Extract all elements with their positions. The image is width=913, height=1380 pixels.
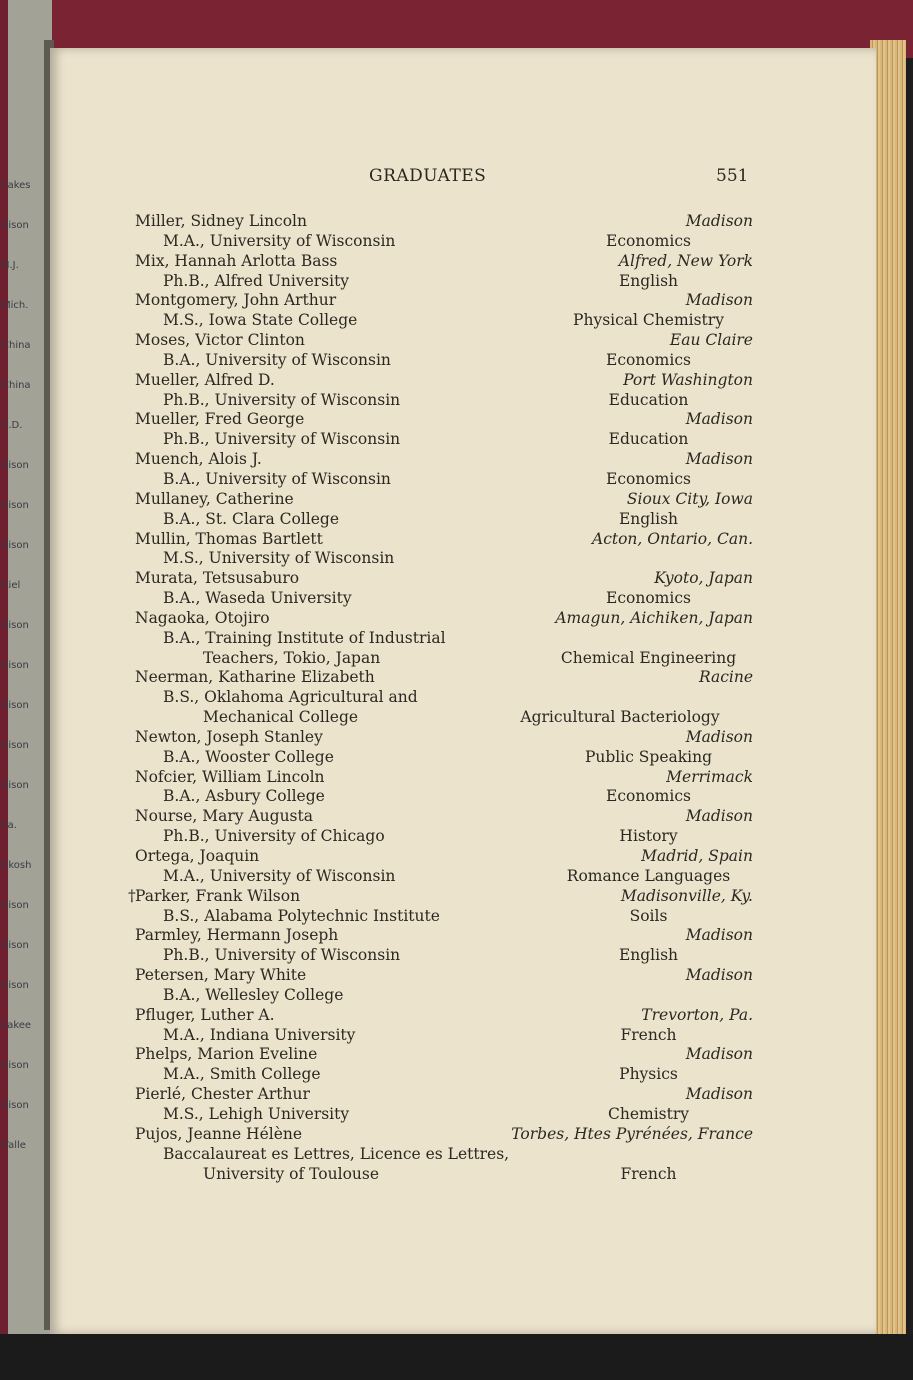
graduate-name: Nagaoka, Otojiro	[135, 608, 270, 627]
page-number: 551	[716, 166, 749, 186]
margin-fragment: dison	[2, 700, 29, 711]
entry-name-line	[0, 887, 913, 907]
graduate-degree: B.S., Alabama Polytechnic Institute	[163, 906, 440, 925]
margin-fragment: S.D.	[2, 420, 23, 431]
graduates-list	[0, 212, 913, 1184]
graduate-town: Madison	[685, 1085, 753, 1104]
graduate-town: Racine	[698, 668, 753, 687]
graduate-name: Newton, Joseph Stanley	[135, 727, 323, 746]
entry-name-line	[0, 490, 913, 510]
graduate-degree: B.A., Wooster College	[163, 747, 334, 766]
margin-fragment: hkosh	[2, 860, 32, 871]
graduate-degree: Ph.B., University of Wisconsin	[163, 390, 401, 409]
margin-fragment: Valle	[2, 1140, 26, 1151]
entry-degree-line	[0, 549, 913, 569]
margin-fragment: Pa.	[2, 820, 17, 831]
graduate-department: Soils	[629, 906, 668, 925]
entry-degree-line	[0, 1065, 913, 1085]
graduate-town: Sioux City, Iowa	[626, 489, 753, 508]
entry-degree-line	[0, 748, 913, 768]
graduate-department: Economics	[606, 589, 691, 608]
graduate-department: French	[620, 1164, 677, 1183]
entry-name-line	[0, 1006, 913, 1026]
graduate-name: Parmley, Hermann Joseph	[135, 926, 339, 945]
entry-name-line	[0, 1045, 913, 1065]
graduate-name: Mullin, Thomas Bartlett	[135, 529, 323, 548]
graduate-name: Pierlé, Chester Arthur	[135, 1085, 310, 1104]
entry-name-line	[0, 530, 913, 550]
graduate-town: Madison	[685, 926, 753, 945]
graduate-department: Education	[608, 430, 689, 449]
entry-degree-line	[0, 1105, 913, 1125]
scan-bottom-shadow	[0, 1334, 913, 1380]
graduate-town: Madison	[685, 450, 753, 469]
entry-name-line	[0, 291, 913, 311]
graduate-name: Neerman, Katharine Elizabeth	[135, 668, 375, 687]
margin-fragment: Mich.	[2, 300, 29, 311]
margin-fragment: dison	[2, 780, 29, 791]
graduate-name: Petersen, Mary White	[135, 966, 307, 985]
entry-name-line	[0, 1125, 913, 1145]
margin-fragment: sakee	[2, 1020, 32, 1031]
entry-name-line	[0, 410, 913, 430]
graduate-town: Acton, Ontario, Can.	[592, 529, 753, 548]
graduate-name: Mueller, Fred George	[135, 410, 305, 429]
graduate-department: Romance Languages	[566, 866, 731, 885]
entry-degree-line	[0, 867, 913, 887]
entry-name-line	[0, 926, 913, 946]
graduate-degree: B.A., Waseda University	[163, 589, 352, 608]
graduate-name: Muench, Alois J.	[135, 450, 262, 469]
graduate-degree: Ph.B., University of Wisconsin	[163, 946, 401, 965]
entry-degree-line	[0, 391, 913, 411]
entry-degree-line	[0, 589, 913, 609]
graduate-department: Physics	[619, 1065, 678, 1084]
entry-name-line	[0, 668, 913, 688]
graduate-degree: M.A., Indiana University	[163, 1025, 356, 1044]
graduate-degree: M.S., Iowa State College	[163, 311, 358, 330]
margin-fragment: China	[2, 380, 31, 391]
margin-fragment: dison	[2, 900, 29, 911]
margin-fragment: dison	[2, 940, 29, 951]
graduate-name: Moses, Victor Clinton	[135, 331, 305, 350]
entry-name-line	[0, 807, 913, 827]
margin-fragment: dison	[2, 220, 29, 231]
entry-degree-line	[0, 986, 913, 1006]
graduate-name: Ortega, Joaquin	[135, 847, 260, 865]
graduate-degree: B.A., St. Clara College	[163, 509, 340, 528]
graduate-department: Economics	[606, 350, 691, 369]
entry-degree-line	[0, 907, 913, 927]
graduate-degree: M.A., University of Wisconsin	[163, 866, 396, 885]
graduate-degree: B.A., Wellesley College	[163, 985, 344, 1004]
entry-name-line	[0, 768, 913, 788]
entry-name-line	[0, 966, 913, 986]
graduate-town: Madison	[685, 807, 753, 826]
graduate-name: Mix, Hannah Arlotta Bass	[135, 251, 338, 270]
graduate-name: Phelps, Marion Eveline	[135, 1045, 318, 1064]
entry-degree-line	[0, 946, 913, 966]
graduate-degree: Ph.B., Alfred University	[163, 271, 350, 290]
graduate-town: Alfred, New York	[618, 251, 753, 270]
entry-degree-line	[0, 272, 913, 292]
graduate-name: Mullaney, Catherine	[135, 489, 294, 508]
graduate-department: English	[618, 946, 679, 965]
entry-degree-line	[0, 351, 913, 371]
entry-degree-continuation	[0, 649, 913, 669]
graduate-degree: Baccalaureat es Lettres, Licence es Lettres,	[163, 1144, 510, 1163]
graduate-degree-continued: University of Toulouse	[203, 1164, 380, 1183]
graduate-department: Chemistry	[607, 1104, 690, 1123]
margin-fragment: dison	[2, 660, 29, 671]
graduate-name: Montgomery, John Arthur	[135, 291, 337, 310]
graduate-degree: B.A., University of Wisconsin	[163, 469, 391, 488]
running-header	[0, 166, 913, 188]
graduate-name: Mueller, Alfred D.	[135, 370, 275, 389]
graduate-town: Merrimack	[666, 767, 753, 786]
entry-degree-line	[0, 787, 913, 807]
graduate-degree: M.S., Lehigh University	[163, 1104, 350, 1123]
entry-degree-line	[0, 232, 913, 252]
margin-fragment: Lakes	[2, 180, 31, 191]
margin-fragment: dison	[2, 500, 29, 511]
graduate-degree: B.A., University of Wisconsin	[163, 350, 391, 369]
margin-fragment: dison	[2, 980, 29, 991]
margin-fragment: dison	[2, 540, 29, 551]
graduate-town: Trevorton, Pa.	[641, 1005, 753, 1024]
margin-fragment: China	[2, 340, 31, 351]
graduate-name: Pujos, Jeanne Hélène	[135, 1124, 303, 1143]
graduate-department: Chemical Engineering	[560, 648, 737, 667]
graduate-department: French	[620, 1025, 677, 1044]
graduate-name: Miller, Sidney Lincoln	[135, 212, 307, 230]
graduate-town: Amagun, Aichiken, Japan	[555, 608, 753, 627]
entry-degree-line	[0, 688, 913, 708]
graduate-name: Nofcier, William Lincoln	[135, 767, 325, 786]
entry-name-line	[0, 609, 913, 629]
entry-name-line	[0, 847, 913, 867]
graduate-department: Economics	[606, 231, 691, 250]
graduate-department: English	[618, 271, 679, 290]
graduate-degree-continued: Mechanical College	[203, 708, 359, 727]
graduate-degree: Ph.B., University of Chicago	[163, 827, 385, 846]
margin-fragment: dison	[2, 1060, 29, 1071]
graduate-degree-continued: Teachers, Tokio, Japan	[203, 648, 381, 667]
entry-degree-line	[0, 827, 913, 847]
graduate-town: Madison	[685, 727, 753, 746]
graduate-degree: Ph.B., University of Wisconsin	[163, 430, 401, 449]
page-title: GRADUATES	[369, 166, 487, 186]
graduate-department: Physical Chemistry	[573, 311, 724, 330]
graduate-degree: B.A., Training Institute of Industrial	[163, 628, 446, 647]
graduate-department: Economics	[606, 469, 691, 488]
entry-name-line	[0, 728, 913, 748]
graduate-degree: M.A., University of Wisconsin	[163, 231, 396, 250]
graduate-town: Eau Claire	[669, 331, 753, 350]
entry-degree-continuation	[0, 708, 913, 728]
entry-degree-line	[0, 1026, 913, 1046]
graduate-degree: B.S., Oklahoma Agricultural and	[163, 688, 418, 707]
graduate-town: Madison	[685, 291, 753, 310]
entry-degree-line	[0, 510, 913, 530]
entry-degree-line	[0, 629, 913, 649]
dagger-mark: †	[128, 886, 136, 905]
graduate-department: English	[618, 509, 679, 528]
margin-fragment: dison	[2, 1100, 29, 1111]
graduate-degree: B.A., Asbury College	[163, 787, 325, 806]
margin-fragment: dison	[2, 460, 29, 471]
entry-degree-line	[0, 311, 913, 331]
margin-fragment: N.J.	[2, 260, 19, 271]
graduate-name: Pfluger, Luther A.	[135, 1005, 275, 1024]
entry-degree-line	[0, 470, 913, 490]
graduate-town: Madison	[685, 1045, 753, 1064]
graduate-department: Public Speaking	[584, 747, 713, 766]
graduate-department: Economics	[606, 787, 691, 806]
entry-degree-continuation	[0, 1165, 913, 1185]
graduate-name: Nourse, Mary Augusta	[135, 807, 313, 826]
entry-name-line	[0, 450, 913, 470]
graduate-town: Madison	[685, 212, 753, 230]
graduate-town: Port Washington	[623, 370, 753, 389]
entry-name-line	[0, 371, 913, 391]
entry-name-line	[0, 212, 913, 232]
entry-name-line	[0, 1085, 913, 1105]
graduate-town: Madrid, Spain	[641, 847, 753, 865]
entry-name-line	[0, 252, 913, 272]
entry-name-line	[0, 331, 913, 351]
entry-degree-line	[0, 430, 913, 450]
graduate-degree: M.A., Smith College	[163, 1065, 321, 1084]
graduate-town: Torbes, Htes Pyrénées, France	[511, 1124, 753, 1143]
graduate-name: Parker, Frank Wilson	[135, 886, 301, 905]
margin-fragment: Kiel	[2, 580, 21, 591]
graduate-department: Education	[608, 390, 689, 409]
margin-fragment: dison	[2, 740, 29, 751]
graduate-town: Madisonville, Ky.	[620, 886, 753, 905]
graduate-town: Madison	[685, 410, 753, 429]
graduate-town: Kyoto, Japan	[654, 569, 753, 588]
graduate-name: Murata, Tetsusaburo	[135, 569, 300, 588]
graduate-department: History	[619, 827, 678, 846]
graduate-department: Agricultural Bacteriology	[520, 708, 720, 727]
graduate-degree: M.S., University of Wisconsin	[163, 549, 395, 568]
graduate-town: Madison	[685, 966, 753, 985]
entry-degree-line	[0, 1145, 913, 1165]
margin-fragment: dison	[2, 620, 29, 631]
entry-name-line	[0, 569, 913, 589]
